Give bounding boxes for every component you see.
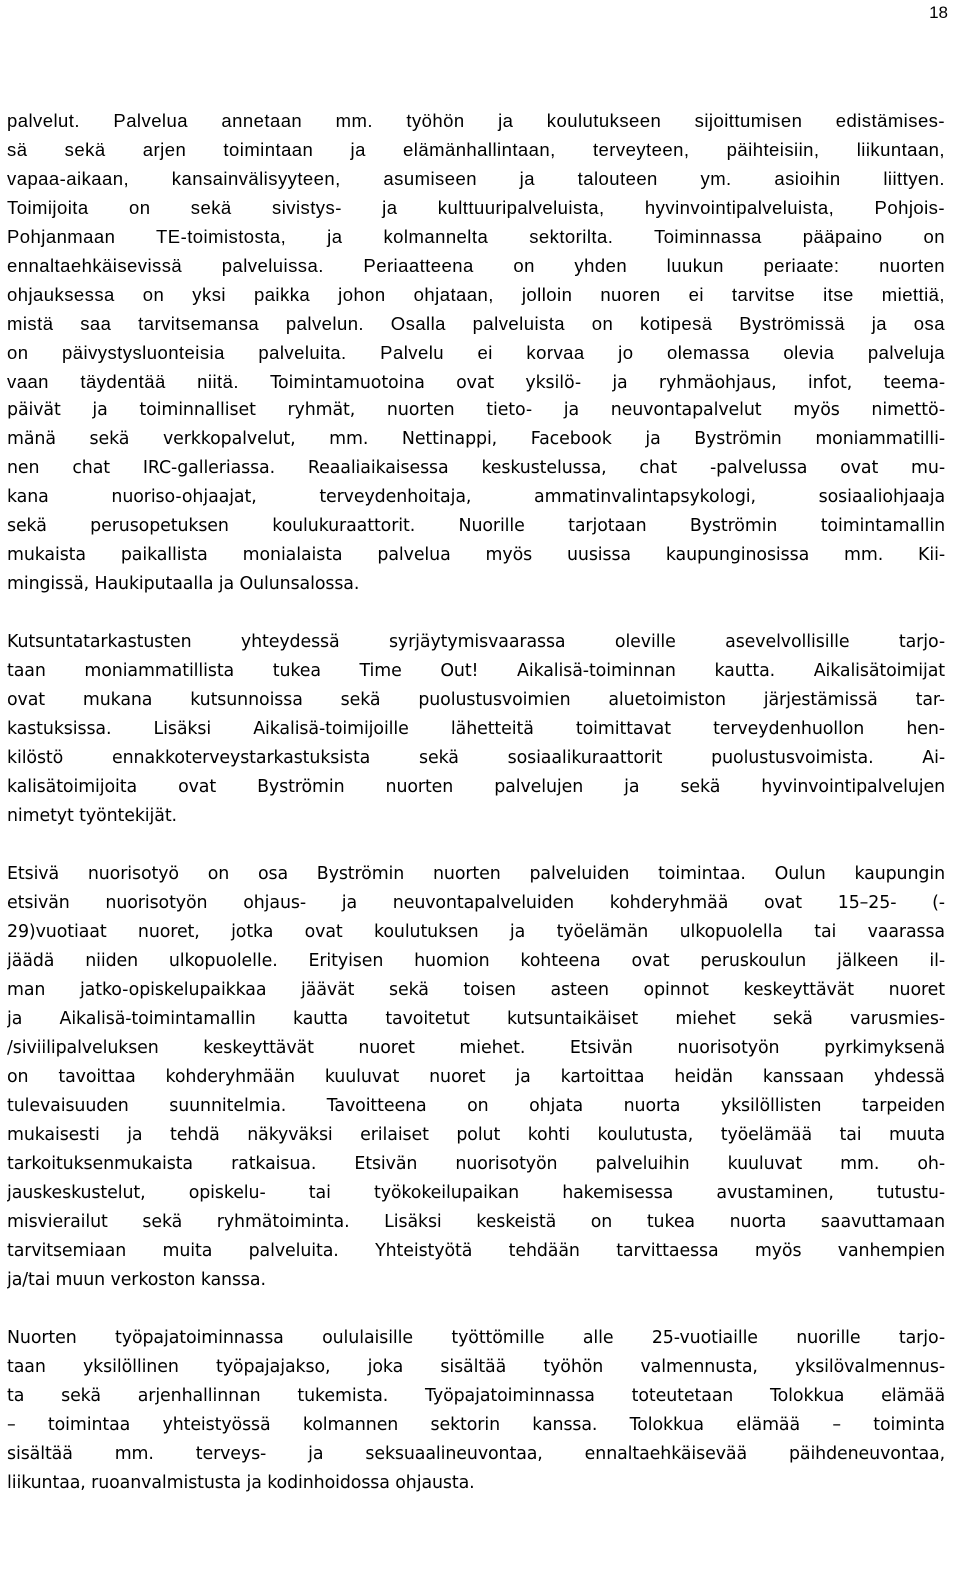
text-run: ja Aikalisä-toimintamallin kautta tavoitetut kutsuntaikäiset miehet sekä varusmies-	[7, 1009, 945, 1029]
text-run: kastuksissa. Lisäksi Aikalisä-toimijoille lähetteitä toimittavat terveydenhuollon hen-	[7, 719, 945, 739]
text-run: ta sekä arjenhallinnan tukemista. Työpajatoiminnassa toteutetaan Tolokkua elämää	[7, 1386, 945, 1406]
text-run: kana nuoriso-ohjaajat, terveydenhoitaja, ammatinvalintapsykologi, sosiaaliohjaaja	[7, 487, 945, 507]
text-run: sekä perusopetuksen koulukuraattorit. Nuorille tarjotaan Byströmin toimintamallin	[7, 516, 945, 536]
text-line	[7, 222, 945, 251]
text-line	[7, 483, 945, 512]
paragraph	[7, 1324, 945, 1498]
text-line	[7, 628, 945, 657]
text-run: mukaista paikallista monialaista palvelua myös uusissa kaupunginosissa mm. Kii-	[7, 545, 945, 565]
text-run: Kutsuntatarkastusten yhteydessä syrjäytymisvaarassa oleville asevelvollisille tarjo-	[7, 632, 945, 652]
text-run: palvelut. Palvelua annetaan mm. työhön ja koulutukseen sijoittumisen edistämises-	[7, 110, 945, 131]
text-line	[7, 1179, 945, 1208]
body-text	[7, 106, 945, 1527]
text-line	[7, 744, 945, 773]
text-run: liikuntaa, ruoanvalmistusta ja kodinhoidossa ohjausta.	[7, 1473, 475, 1493]
text-run: Etsivä nuorisotyö on osa Byströmin nuorten palveluiden toimintaa. Oulun kaupungin	[7, 864, 945, 884]
text-line	[7, 251, 945, 280]
text-run: mukaisesti ja tehdä näkyväksi erilaiset polut kohti koulutusta, työelämää tai muuta	[7, 1125, 945, 1145]
text-line	[7, 860, 945, 889]
text-line	[7, 106, 945, 135]
text-line	[7, 1440, 945, 1469]
text-line	[7, 396, 945, 425]
text-run: Pohjanmaan TE-toimistosta, ja kolmannelta sektorilta. Toiminnassa pääpaino on	[7, 226, 945, 247]
text-run: Toimijoita on sekä sivistys- ja kulttuuripalveluista, hyvinvointipalveluista, Pohjois-	[7, 197, 945, 218]
text-line	[7, 1411, 945, 1440]
text-run: nimetyt työntekijät.	[7, 806, 177, 826]
text-line	[7, 570, 945, 599]
text-line	[7, 541, 945, 570]
text-line	[7, 1237, 945, 1266]
text-line	[7, 773, 945, 802]
text-line	[7, 1034, 945, 1063]
text-run: vaan täydentää niitä.	[7, 371, 271, 392]
text-line	[7, 889, 945, 918]
text-run: mistä saa tarvitsemansa palvelun. Osalla palveluista on kotipesä Byströmissä ja osa	[7, 313, 945, 334]
text-run: nen chat IRC-galleriassa. Reaaliaikaisessa keskustelussa, chat -palvelussa ovat mu-	[7, 458, 945, 478]
paragraph	[7, 106, 945, 599]
text-run: ja/tai muun verkoston kanssa.	[7, 1270, 266, 1290]
text-run: man jatko-opiskelupaikkaa jäävät sekä toisen asteen opinnot keskeyttävät nuoret	[7, 980, 945, 1000]
text-run: kilöstö ennakkoterveystarkastuksista sekä sosiaalikuraattorit puolustusvoimista. Ai-	[7, 748, 945, 768]
text-run: ovat mukana kutsunnoissa sekä puolustusvoimien aluetoimiston järjestämissä tar-	[7, 690, 945, 710]
text-run: vapaa-aikaan, kansainvälisyyteen, asumiseen ja talouteen ym. asioihin liittyen.	[7, 168, 945, 189]
text-line	[7, 1005, 945, 1034]
text-line	[7, 802, 945, 831]
text-run: kalisätoimijoita ovat Byströmin nuorten palvelujen ja sekä hyvinvointipalvelujen	[7, 777, 945, 797]
text-line	[7, 454, 945, 483]
paragraph	[7, 860, 945, 1295]
text-line	[7, 686, 945, 715]
text-run: ennaltaehkäisevissä palveluissa. Periaatteena on yhden luukun periaate: nuorten	[7, 255, 945, 276]
text-line	[7, 135, 945, 164]
text-run: /siviilipalveluksen keskeyttävät nuoret miehet. Etsivän nuorisotyön pyrkimyksenä	[7, 1038, 945, 1058]
text-line	[7, 1266, 945, 1295]
text-run: taan moniammatillista tukea Time Out! Aikalisä-toiminnan kautta. Aikalisätoimijat	[7, 661, 945, 681]
text-line	[7, 512, 945, 541]
text-line	[7, 280, 945, 309]
text-line	[7, 1150, 945, 1179]
text-run: sisältää mm. terveys- ja seksuaalineuvontaa, ennaltaehkäisevää päihdeneuvontaa,	[7, 1444, 945, 1464]
text-line	[7, 1469, 945, 1498]
text-run: tarkoituksenmukaista ratkaisua. Etsivän nuorisotyön palveluihin kuuluvat mm. oh-	[7, 1154, 945, 1174]
text-line	[7, 1208, 945, 1237]
text-line	[7, 425, 945, 454]
text-line	[7, 1063, 945, 1092]
text-run: ohjauksessa on yksi paikka johon ohjataan, jolloin nuoren ei tarvitse itse miettiä,	[7, 284, 945, 305]
text-line	[7, 1121, 945, 1150]
text-run: on tavoittaa kohderyhmään kuuluvat nuoret ja kartoittaa heidän kanssaan yhdessä	[7, 1067, 945, 1087]
text-line	[7, 193, 945, 222]
page-number: 18	[929, 3, 948, 22]
text-run: jauskeskustelut, opiskelu- tai työkokeilupaikan hakemisessa avustaminen, tutustu-	[7, 1183, 945, 1203]
text-run: on päivystysluonteisia palveluita. Palvelu ei korvaa jo olemassa olevia palveluja	[7, 342, 945, 363]
text-run: taan yksilöllinen työpajajakso, joka sisältää työhön valmennusta, yksilövalmennus-	[7, 1357, 945, 1377]
text-run: mänä sekä verkkopalvelut, mm. Nettinappi, Facebook ja Byströmin moniammatilli-	[7, 429, 945, 449]
text-run: mingissä, Haukiputaalla ja Oulunsalossa.	[7, 574, 360, 594]
paragraph	[7, 628, 945, 831]
text-run: 29)vuotiaat nuoret, jotka ovat koulutuksen ja työelämän ulkopuolella tai vaarassa	[7, 922, 945, 942]
text-line	[7, 1092, 945, 1121]
text-run: Nuorten työpajatoiminnassa oululaisille työttömille alle 25-vuotiaille nuorille tarjo-	[7, 1328, 945, 1348]
text-line	[7, 715, 945, 744]
text-line	[7, 1353, 945, 1382]
text-line	[7, 947, 945, 976]
text-line	[7, 657, 945, 686]
text-run: misvierailut sekä ryhmätoiminta. Lisäksi keskeistä on tukea nuorta saavuttamaan	[7, 1212, 945, 1232]
text-run: – toimintaa yhteistyössä kolmannen sektorin kanssa. Tolokkua elämää – toiminta	[7, 1415, 945, 1435]
text-line	[7, 1382, 945, 1411]
text-line	[7, 976, 945, 1005]
text-run: jäädä niiden ulkopuolelle. Erityisen huomion kohteena ovat peruskoulun jälkeen il-	[7, 951, 945, 971]
text-line	[7, 918, 945, 947]
text-line	[7, 1324, 945, 1353]
text-line	[7, 338, 945, 367]
text-run: tarvitsemiaan muita palveluita. Yhteistyötä tehdään tarvittaessa myös vanhempien	[7, 1241, 945, 1261]
text-run: Toimintamuotoina ovat yksilö- ja ryhmäohjaus, infot, teema-	[270, 373, 945, 393]
text-run: tulevaisuuden suunnitelmia. Tavoitteena on ohjata nuorta yksilöllisten tarpeiden	[7, 1096, 945, 1116]
text-run: etsivän nuorisotyön ohjaus- ja neuvontapalveluiden kohderyhmää ovat 15–25- (-	[7, 893, 945, 913]
text-line	[7, 367, 945, 396]
text-run: sä sekä arjen toimintaan ja elämänhallintaan, terveyteen, päihteisiin, liikuntaan,	[7, 139, 945, 160]
text-line	[7, 164, 945, 193]
text-run: päivät ja toiminnalliset ryhmät, nuorten tieto- ja neuvontapalvelut myös nimettö-	[7, 400, 945, 420]
text-line	[7, 309, 945, 338]
